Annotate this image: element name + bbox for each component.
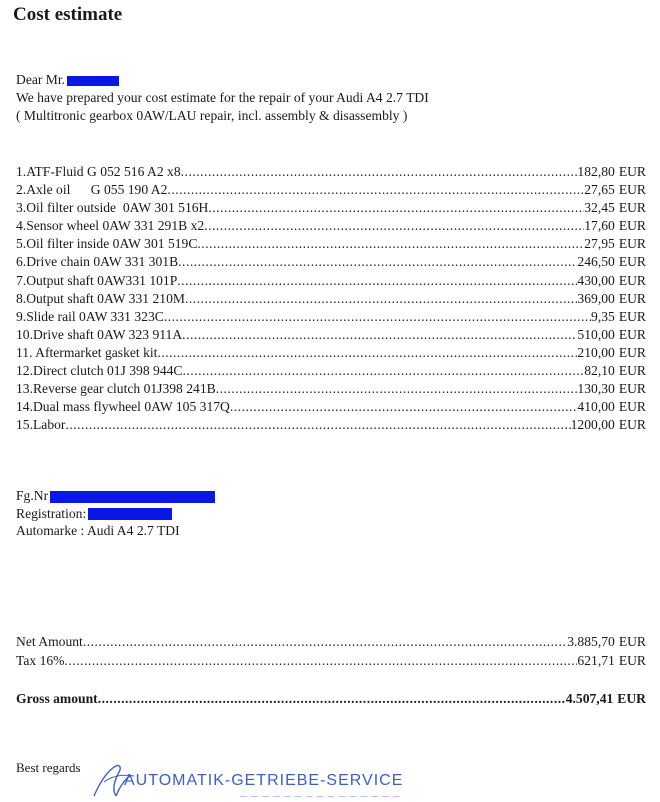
dot-leader <box>83 634 567 650</box>
totals-section <box>16 634 646 710</box>
item-description: 12.Direct clutch 01J 398 944C <box>16 363 183 379</box>
item-description: 1.ATF-Fluid G 052 516 A2 x8 <box>16 164 181 179</box>
dot-leader <box>65 417 570 433</box>
item-currency: EUR <box>618 290 646 306</box>
cost-items-list <box>16 164 646 435</box>
item-amount: 510,00 <box>577 326 615 342</box>
list-item <box>16 254 646 272</box>
item-amount: 27,65 <box>584 182 615 198</box>
item-currency: EUR <box>618 200 646 216</box>
list-item <box>16 363 646 381</box>
list-item <box>16 309 646 327</box>
list-item <box>16 381 646 399</box>
item-amount: 17,60 <box>584 218 615 234</box>
dot-leader <box>181 164 578 180</box>
item-amount: 130,30 <box>577 381 615 397</box>
dot-leader <box>208 200 584 216</box>
tax-currency: EUR <box>618 652 646 668</box>
dot-leader <box>182 327 577 343</box>
item-description: 5.Oil filter inside 0AW 301 519C <box>16 236 198 252</box>
dot-leader <box>204 218 584 234</box>
redacted-fg-number <box>50 491 215 503</box>
item-currency: EUR <box>618 182 646 198</box>
item-currency: EUR <box>618 218 646 234</box>
list-item <box>16 291 646 309</box>
item-description: 11. Aftermarket gasket kit <box>16 344 158 360</box>
item-amount: 369,00 <box>577 290 615 306</box>
item-currency: EUR <box>618 399 646 415</box>
item-currency: EUR <box>618 308 646 324</box>
redacted-registration <box>88 508 172 520</box>
item-currency: EUR <box>618 381 646 397</box>
document-title: Cost estimate <box>13 4 123 25</box>
registration-line <box>16 505 215 523</box>
item-description: 13.Reverse gear clutch 01J398 241B <box>16 381 216 397</box>
greeting-line <box>16 71 429 89</box>
dot-leader <box>177 273 577 289</box>
item-currency: EUR <box>618 272 646 288</box>
list-item <box>16 236 646 254</box>
vehicle-section <box>16 487 215 540</box>
dot-leader <box>164 309 591 325</box>
tax-label: Tax 16% <box>16 652 65 668</box>
dot-leader <box>178 254 577 270</box>
net-amount-row <box>16 634 646 653</box>
gross-amount-row <box>16 691 646 710</box>
greeting: Dear Mr. <box>16 72 66 87</box>
intro-line-2: ( Multitronic gearbox 0AW/LAU repair, incl. assembly & disassembly ) <box>16 108 408 123</box>
item-amount: 27,95 <box>584 236 615 252</box>
item-description: 8.Output shaft 0AW 331 210M <box>16 290 185 306</box>
dot-leader <box>98 691 566 707</box>
item-description: 2.Axle oil G 055 190 A2 <box>16 182 168 198</box>
item-amount: 32,45 <box>584 200 615 216</box>
item-amount: 182,80 <box>577 164 615 179</box>
item-currency: EUR <box>618 344 646 360</box>
item-description: 6.Drive chain 0AW 331 301B <box>16 254 179 270</box>
item-description: 9.Slide rail 0AW 331 323C <box>16 308 164 324</box>
gross-amount-currency: EUR <box>617 691 646 706</box>
list-item <box>16 164 646 182</box>
item-amount: 430,00 <box>577 272 615 288</box>
item-description: 10.Drive shaft 0AW 323 911A <box>16 326 183 342</box>
dot-leader <box>65 653 578 669</box>
list-item <box>16 399 646 417</box>
item-description: 15.Labor <box>16 417 66 433</box>
item-amount: 410,00 <box>577 399 615 415</box>
stamp-subtext: — — — — — — — — — — — — — — — <box>240 793 402 800</box>
list-item <box>16 218 646 236</box>
fg-number-label: Fg.Nr <box>16 488 49 503</box>
dot-leader <box>197 236 584 252</box>
item-amount: 82,10 <box>584 363 615 379</box>
item-amount: 9,35 <box>591 308 615 324</box>
item-currency: EUR <box>618 236 646 252</box>
item-currency: EUR <box>618 254 646 270</box>
item-description: 4.Sensor wheel 0AW 331 291B x2 <box>16 218 205 234</box>
intro-line-1: We have prepared your cost estimate for the repair of your Audi A4 2.7 TDI <box>16 90 429 105</box>
item-amount: 1200,00 <box>570 417 615 433</box>
tax-value: 621,71 <box>577 652 615 668</box>
item-amount: 210,00 <box>577 344 615 360</box>
car-make-line: Automarke : Audi A4 2.7 TDI <box>16 523 180 538</box>
redacted-name <box>67 76 119 86</box>
item-amount: 246,50 <box>577 254 615 270</box>
gross-amount-label: Gross amount <box>16 691 98 706</box>
net-amount-label: Net Amount <box>16 634 83 649</box>
list-item <box>16 273 646 291</box>
list-item <box>16 345 646 363</box>
item-currency: EUR <box>618 363 646 379</box>
item-currency: EUR <box>618 417 646 433</box>
item-currency: EUR <box>618 326 646 342</box>
closing-text: Best regards <box>16 760 81 775</box>
company-stamp: AUTOMATIK-GETRIEBE-SERVICE <box>124 772 404 789</box>
dot-leader <box>216 381 578 397</box>
dot-leader <box>157 345 577 361</box>
list-item <box>16 327 646 345</box>
fg-number-line <box>16 487 215 505</box>
intro-section <box>16 71 429 125</box>
item-currency: EUR <box>618 164 646 179</box>
dot-leader <box>183 363 585 379</box>
item-description: 3.Oil filter outside 0AW 301 516H <box>16 200 209 216</box>
item-description: 7.Output shaft 0AW331 101P <box>16 272 178 288</box>
net-amount-value: 3.885,70 <box>567 634 615 649</box>
registration-label: Registration: <box>16 505 87 521</box>
tax-row <box>16 653 646 672</box>
item-description: 14.Dual mass flywheel 0AW 105 317Q <box>16 399 230 415</box>
list-item <box>16 200 646 218</box>
dot-leader <box>230 399 578 415</box>
net-amount-currency: EUR <box>618 634 646 649</box>
list-item <box>16 182 646 200</box>
dot-leader <box>167 182 584 198</box>
gross-amount-value: 4.507,41 <box>565 691 614 706</box>
dot-leader <box>185 291 577 307</box>
list-item <box>16 417 646 435</box>
